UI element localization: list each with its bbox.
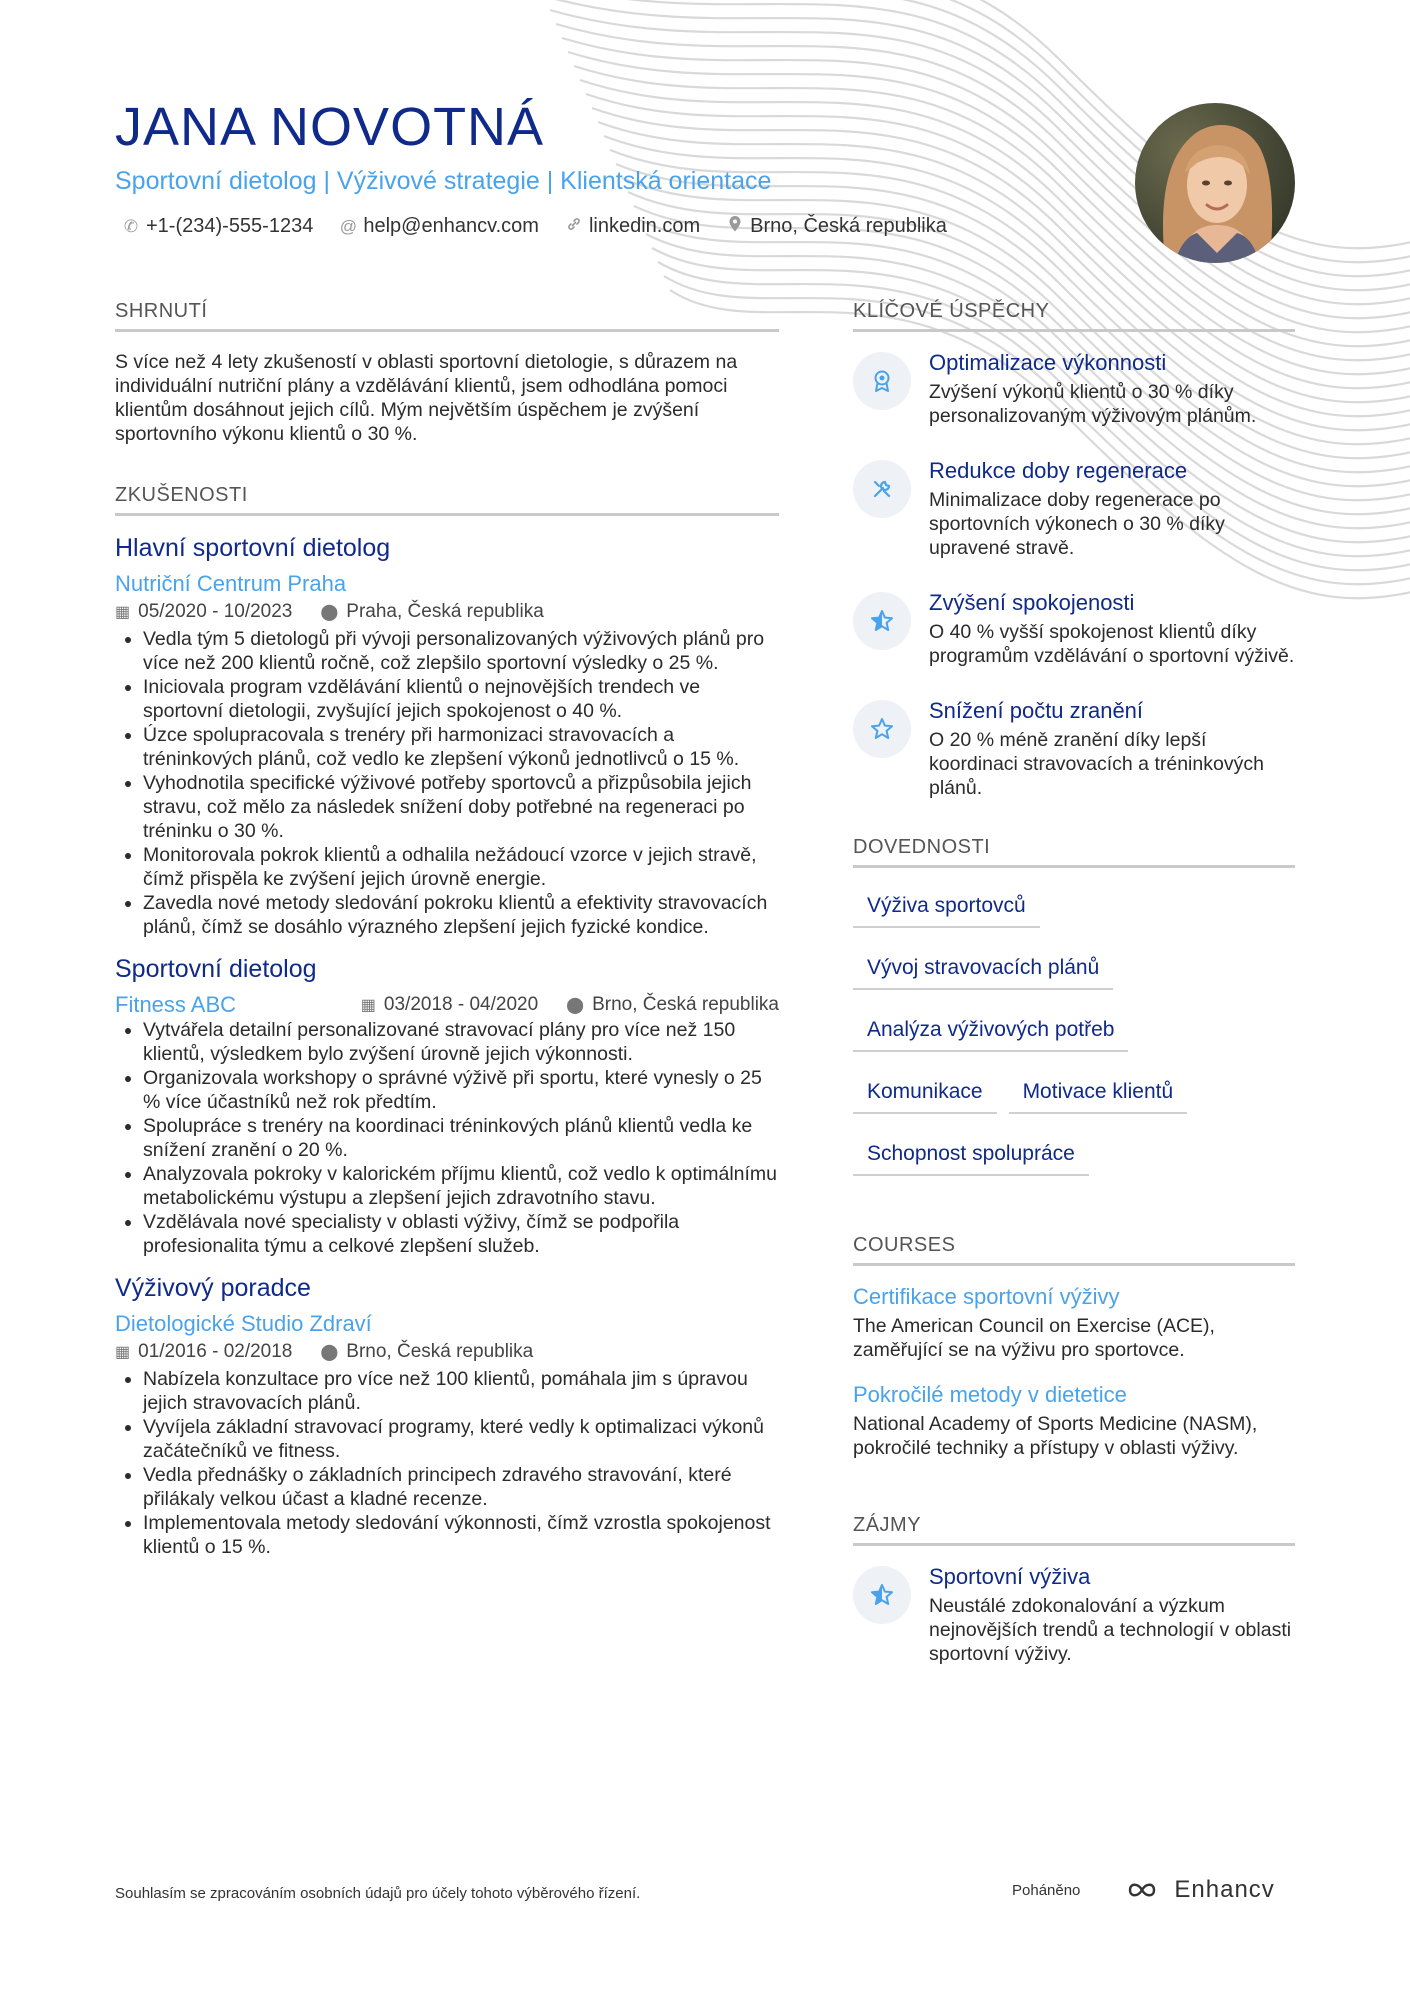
job-entry (115, 1274, 779, 1559)
job-meta (115, 1341, 779, 1363)
footer-branding (1012, 1876, 1275, 1904)
star-half-icon (853, 592, 911, 650)
calendar-icon: ▦ (360, 997, 376, 1014)
location-icon: ⬤ (320, 604, 339, 621)
job-title: Sportovní dietolog (115, 955, 317, 983)
list-item: • Vzdělávala nové specialisty v oblasti výživy, čímž se podpořila profesionalita týmu a celkové zlepšení služeb. (143, 1210, 779, 1258)
interest-title: Sportovní výživa (929, 1564, 1091, 1589)
achievement-item (853, 458, 1295, 560)
contact-phone-text: +1-(234)-555-1234 (146, 215, 314, 237)
list-item: • Vedla tým 5 dietologů při vývoji personalizovaných výživových plánů pro více než 200 klientů ročně, což zlepšilo sportovní výsledky o 25 %. (143, 627, 779, 675)
achievement-desc: O 40 % vyšší spokojenost klientů díky programům vzdělávání o sportovní výživě. (929, 621, 1295, 667)
star-icon (853, 700, 911, 758)
star-half-icon (853, 1566, 911, 1624)
achievement-desc: Minimalizace doby regenerace po sportovních výkonech o 30 % díky upravené stravě. (929, 489, 1225, 559)
course-title: Certifikace sportovní výživy (853, 1284, 1120, 1309)
list-item: • Nabízela konzultace pro více než 100 klientů, pomáhala jim s úpravou jejich stravovacích plánů. (143, 1367, 779, 1415)
skill-tag: Komunikace (853, 1072, 997, 1114)
calendar-icon: ▦ (115, 1344, 131, 1361)
contact-phone[interactable] (122, 215, 313, 238)
contact-location (726, 215, 947, 238)
contact-location-text: Brno, Česká republika (750, 215, 947, 237)
skill-tag: Schopnost spolupráce (853, 1134, 1089, 1176)
course-desc: The American Council on Exercise (ACE), zaměřující se na výživu pro sportovce. (853, 1315, 1215, 1361)
achievement-title: Optimalizace výkonnosti (929, 350, 1167, 375)
job-entry (115, 955, 779, 1258)
award-icon (853, 352, 911, 410)
location-icon: ⬤ (320, 1344, 339, 1361)
job-bullets (115, 1018, 779, 1258)
list-item: • Implementovala metody sledování výkonnosti, čímž vzrostla spokojenost klientů o 15 %. (143, 1511, 779, 1559)
job-company: Dietologické Studio Zdraví (115, 1311, 372, 1336)
candidate-name: JANA NOVOTNÁ (115, 97, 545, 157)
job-location: Brno, Česká republika (346, 1341, 534, 1362)
contact-email-text: help@enhancv.com (363, 215, 539, 237)
list-item: • Vytvářela detailní personalizované stravovací plány pro více než 150 klientů, výsledkem bylo zvýšení úrovně jejich výkonnosti. (143, 1018, 779, 1066)
calendar-icon: ▦ (115, 604, 131, 621)
achievement-item (853, 350, 1295, 428)
list-item: • Úzce spolupracovala s trenéry při harmonizaci stravovacích a tréninkových plánů, což vedlo ke zlepšení výkonů jednotlivců o 15 %. (143, 723, 779, 771)
skills-list (853, 886, 1295, 1176)
job-location: Praha, Česká republika (346, 601, 544, 622)
job-entry (115, 534, 779, 939)
skill-tag: Vývoj stravovacích plánů (853, 948, 1113, 990)
skill-tag: Výživa sportovců (853, 886, 1040, 928)
job-meta (361, 994, 779, 1016)
job-bullets (115, 627, 779, 939)
achievement-title: Snížení počtu zranění (929, 698, 1144, 723)
location-icon (726, 215, 744, 238)
brand-name: Enhancv (1174, 1876, 1275, 1903)
interests-section-title: ZÁJMY (853, 1514, 1295, 1546)
tools-icon (853, 460, 911, 518)
achievement-title: Zvýšení spokojenosti (929, 590, 1135, 615)
at-icon: @ (339, 216, 357, 236)
job-location: Brno, Česká republika (592, 994, 779, 1015)
job-meta (115, 601, 779, 623)
achievement-item (853, 590, 1295, 668)
achievement-item (853, 698, 1295, 800)
job-bullets (115, 1367, 779, 1559)
left-column (115, 300, 779, 1575)
achievement-title: Redukce doby regenerace (929, 458, 1188, 483)
achievement-desc: O 20 % méně zranění díky lepší koordinaci stravovacích a tréninkových plánů. (929, 729, 1264, 799)
list-item: • Vyvíjela základní stravovací programy, které vedly k optimalizaci výkonů začátečníků ve fitness. (143, 1415, 779, 1463)
experience-section-title: ZKUŠENOSTI (115, 484, 779, 516)
courses-section-title: COURSES (853, 1234, 1295, 1266)
list-item: • Organizovala workshopy o správné výživě při sportu, které vynesly o 25 % více účastníků než rok předtím. (143, 1066, 779, 1114)
achievements-section-title: KLÍČOVÉ ÚSPĚCHY (853, 300, 1295, 332)
skill-tag: Analýza výživových potřeb (853, 1010, 1128, 1052)
contact-linkedin[interactable] (565, 215, 700, 238)
list-item: • Zavedla nové metody sledování pokroku klientů a efektivity stravovacích plánů, čímž se dosáhlo výrazného zlepšení jejich fyzické kondice. (143, 891, 779, 939)
course-item (853, 1284, 1295, 1362)
skills-section-title: DOVEDNOSTI (853, 836, 1295, 868)
skill-tag: Motivace klientů (1009, 1072, 1188, 1114)
achievement-desc: Zvýšení výkonů klientů o 30 % díky personalizovaným výživovým plánům. (929, 381, 1257, 427)
summary-text: S více než 4 lety zkušeností v oblasti sportovní dietologie, s důrazem na individuální nutriční plány a vzdělávání klientů, jsem odhodlána pomoci klientům dosáhnout jejich cílů. Mým největším úspěchem je zvýšení sportovního výkonu klientů o 30 %. (115, 351, 738, 445)
consent-text: Souhlasím se zpracováním osobních údajů pro účely tohoto výběrového řízení. (115, 1885, 641, 1902)
enhancv-logo[interactable] (1120, 1876, 1274, 1904)
job-dates: 05/2020 - 10/2023 (138, 601, 293, 622)
phone-icon: ✆ (123, 216, 139, 236)
location-icon: ⬤ (566, 997, 585, 1014)
job-company: Fitness ABC (115, 992, 237, 1017)
job-dates: 03/2018 - 04/2020 (383, 994, 539, 1015)
list-item: • Iniciovala program vzdělávání klientů o nejnovějších trendech ve sportovní dietologii, zvyšující jejich spokojenost o 40 %. (143, 675, 779, 723)
summary-section-title: SHRNUTÍ (115, 300, 779, 332)
list-item: • Monitorovala pokrok klientů a odhalila nežádoucí vzorce v jejich stravě, čímž přispěla ke zvýšení jejich úrovně energie. (143, 843, 779, 891)
job-title: Hlavní sportovní dietolog (115, 534, 391, 562)
contact-list (122, 215, 947, 238)
contact-email[interactable] (339, 215, 539, 238)
list-item: • Vedla přednášky o základních principech zdravého stravování, které přilákaly velkou účast a kladné recenze. (143, 1463, 779, 1511)
infinity-icon (1120, 1878, 1164, 1902)
candidate-subtitle: Sportovní dietolog | Výživové strategie | Klientská orientace (115, 167, 772, 195)
course-title: Pokročilé metody v dietetice (853, 1382, 1127, 1407)
right-column (853, 300, 1295, 1696)
job-company: Nutriční Centrum Praha (115, 571, 347, 596)
profile-photo (1135, 103, 1295, 263)
job-dates: 01/2016 - 02/2018 (138, 1341, 293, 1362)
list-item: • Analyzovala pokroky v kalorickém příjmu klientů, což vedlo k optimálnímu metabolickému výstupu a zlepšení jejich zdravotního stavu. (143, 1162, 779, 1210)
powered-by-label: Poháněno (1012, 1881, 1081, 1899)
interest-item (853, 1564, 1295, 1666)
course-desc: National Academy of Sports Medicine (NASM), pokročilé techniky a přístupy v oblasti výživy. (853, 1413, 1258, 1459)
job-title: Výživový poradce (115, 1274, 311, 1302)
interest-desc: Neustálé zdokonalování a výzkum nejnovějších trendů a technologií v oblasti sportovní výživy. (929, 1595, 1292, 1665)
list-item: • Spolupráce s trenéry na koordinaci tréninkových plánů klientů vedla ke snížení zranění o 20 %. (143, 1114, 779, 1162)
contact-linkedin-text: linkedin.com (588, 215, 701, 237)
course-item (853, 1382, 1295, 1460)
list-item: • Vyhodnotila specifické výživové potřeby sportovců a přizpůsobila jejich stravu, což mělo za následek snížení doby potřebné na regeneraci po tréninku o 30 %. (143, 771, 779, 843)
link-icon (565, 216, 583, 237)
